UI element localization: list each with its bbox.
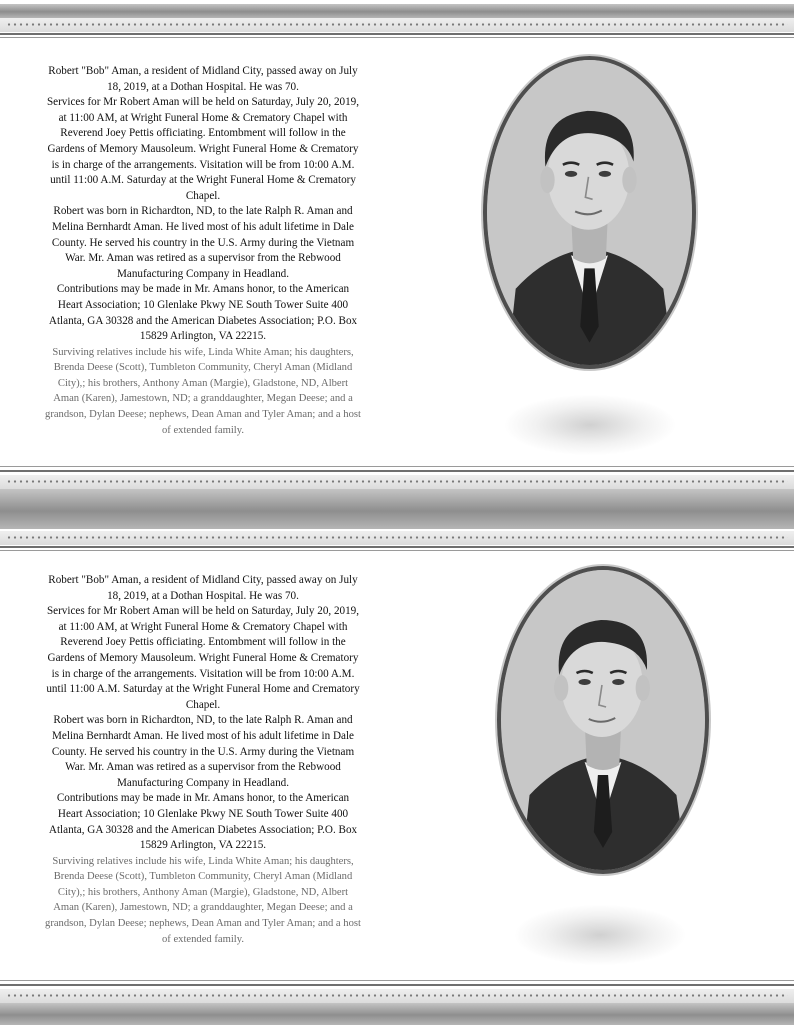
middle-band — [0, 489, 794, 529]
portrait-photo-1 — [483, 56, 696, 369]
middle-rule-lower — [0, 546, 794, 548]
obituary-text-2 — [44, 573, 362, 947]
obit-2-paragraph-death: Robert "Bob" Aman, a resident of Midland City, passed away on July 18, 2019, at a Dothan Hospital. He was 70. — [48, 574, 358, 602]
top-rule-thin — [0, 37, 794, 38]
bottom-dotted-strip — [0, 989, 794, 1003]
obit-2-paragraph-biography: Robert was born in Richardton, ND, to the late Ralph R. Aman and Melina Bernhardt Aman. He lived most of his adult lifetime in Dale County. He served his country in the U.S. Army during the Vietnam War. Mr. Aman was retired as a supervisor from the Rebwood Manufacturing Company in Headland. — [51, 714, 355, 789]
obit-2-paragraph-services: Services for Mr Robert Aman will be held on Saturday, July 20, 2019, at 11:00 AM, at Wright Funeral Home & Crematory Chapel with Reverend Joey Pettis officiating. Entombment will follow in the Gardens of Memory Mausoleum. Wright Funeral Home & Crematory is in charge of the arrangements. Visitation will be from 10:00 A.M. until 11:00 A.M. Saturday at the Wright Funeral Home and Crematory Chapel. — [46, 605, 360, 711]
obit-1-paragraph-contributions: Contributions may be made in Mr. Amans honor, to the American Heart Association; 10 Glenlake Pkwy NE South Tower Suite 400 Atlanta, GA 30328 and the American Diabetes Association; P.O. Box 15829 Arlington, VA 22215. — [48, 283, 358, 343]
top-dotted-strip — [0, 18, 794, 32]
top-band — [0, 4, 794, 18]
portrait-1-image — [487, 60, 692, 365]
middle-rule-upper-thin — [0, 466, 794, 467]
obit-1-paragraph-survivors: Surviving relatives include his wife, Linda White Aman; his daughters, Brenda Deese (Scott), Tumbleton Community, Cheryl Aman (Midland City),; his brothers, Anthony Aman (Margie), Gladstone, ND, Albert Aman (Karen), Jamestown, ND; a granddaughter, Megan Deese; and a grandson, Dylan Deese; nephews, Dean Aman and Tyler Aman; and a host of extended family. — [45, 346, 361, 436]
bottom-rule-thin — [0, 980, 794, 981]
bottom-band — [0, 1003, 794, 1025]
middle-dotted-strip-upper — [0, 475, 794, 489]
obit-2-paragraph-survivors: Surviving relatives include his wife, Linda White Aman; his daughters, Brenda Deese (Scott), Tumbleton Community, Cheryl Aman (Midland City),; his brothers, Anthony Aman (Margie), Gladstone, ND, Albert Aman (Karen), Jamestown, ND; a granddaughter, Megan Deese; and a grandson, Dylan Deese; nephews, Dean Aman and Tyler Aman; and a host of extended family. — [45, 855, 361, 945]
top-rule — [0, 33, 794, 35]
obit-1-paragraph-death: Robert "Bob" Aman, a resident of Midland City, passed away on July 18, 2019, at a Dothan Hospital. He was 70. — [48, 65, 358, 93]
middle-dotted-strip-lower — [0, 531, 794, 545]
portrait-2-image — [501, 570, 705, 870]
photo-shadow-2 — [515, 905, 685, 965]
obit-2-paragraph-contributions: Contributions may be made in Mr. Amans honor, to the American Heart Association; 10 Glenlake Pkwy NE South Tower Suite 400 Atlanta, GA 30328 and the American Diabetes Association; P.O. Box 15829 Arlington, VA 22215. — [48, 792, 358, 852]
portrait-photo-2 — [497, 566, 709, 874]
obit-1-paragraph-services: Services for Mr Robert Aman will be held on Saturday, July 20, 2019, at 11:00 AM, at Wright Funeral Home & Crematory Chapel with Reverend Joey Pettis officiating. Entombment will follow in the Gardens of Memory Mausoleum. Wright Funeral Home & Crematory is in charge of the arrangements. Visitation will be from 10:00 A.M. until 11:00 A.M. Saturday at the Wright Funeral Home & Crematory Chapel. — [46, 96, 360, 202]
photo-shadow-1 — [505, 395, 675, 455]
obit-1-paragraph-biography: Robert was born in Richardton, ND, to the late Ralph R. Aman and Melina Bernhardt Aman. He lived most of his adult lifetime in Dale County. He served his country in the U.S. Army during the Vietnam War. Mr. Aman was retired as a supervisor from the Rebwood Manufacturing Company in Headland. — [51, 205, 355, 280]
middle-rule-lower-thin — [0, 550, 794, 551]
middle-rule-upper — [0, 470, 794, 472]
bottom-rule — [0, 984, 794, 986]
obituary-text-1 — [44, 64, 362, 438]
